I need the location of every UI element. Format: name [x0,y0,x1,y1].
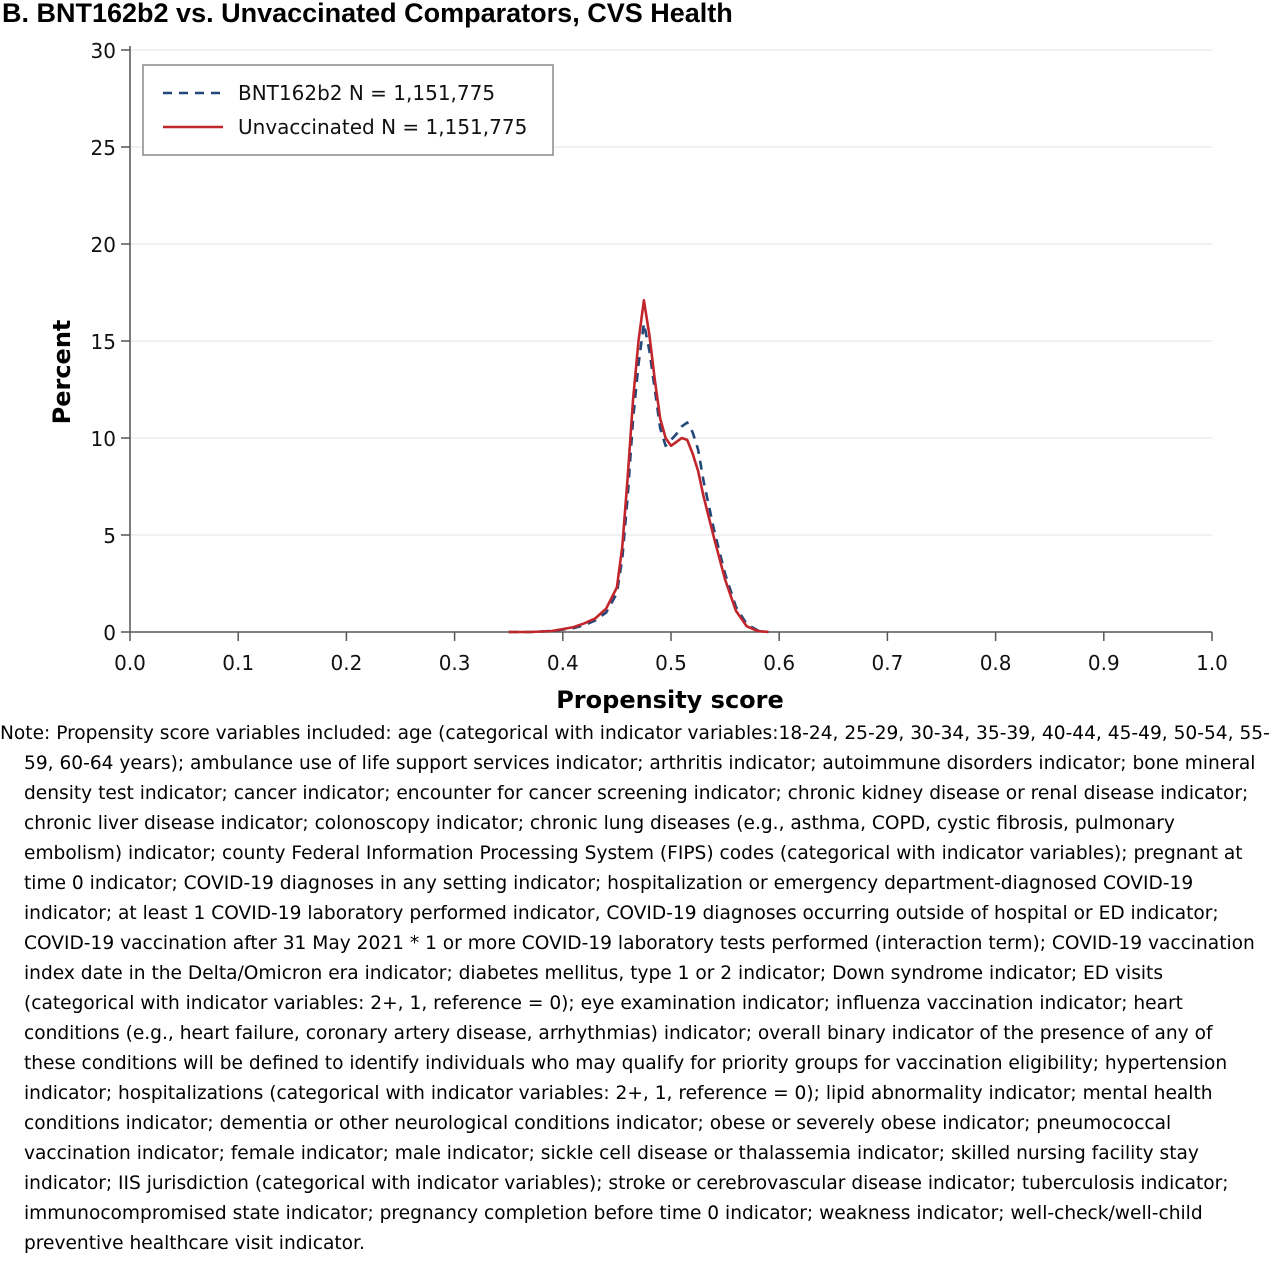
x-tick-label: 0.1 [222,651,255,675]
y-tick-label: 10 [90,427,116,451]
x-axis-label: Propensity score [556,686,784,714]
y-tick-label: 5 [103,524,116,548]
x-tick-label: 1.0 [1196,651,1228,675]
x-tick-label: 0.4 [546,651,579,675]
y-tick-label: 30 [90,39,116,63]
chart-title: B. BNT162b2 vs. Unvaccinated Comparators, CVS Health [2,0,733,28]
legend-label: BNT162b2 N = 1,151,775 [238,81,496,105]
legend-box [143,65,553,155]
y-axis-label: Percent [48,319,76,425]
x-tick-label: 0.8 [979,651,1012,675]
series-line-unvaccinated [509,300,769,632]
footnote: Note: Propensity score variables included: age (categorical with indicator variables:18-24, 25-29, 30-34, 35-39, 40-44, 45-49, 50-54, 55-59, 60-64 years); ambulance use of life support services indicator; arthritis indicator; autoimmune disorders indicator; bone mineral density test indicator; cancer indicator; encounter for cancer screening indicator; chronic kidney disease or renal disease indicator; chronic liver disease indicator; colonoscopy indicator; chronic lung diseases (e.g., asthma, COPD, cystic fibrosis, pulmonary embolism) indicator; county Federal Information Processing System (FIPS) codes (categorical with indicator variables); pregnant at time 0 indicator; COVID-19 diagnoses in any setting indicator; hospitalization or emergency department-diagnosed COVID-19 indicator; at least 1 COVID-19 laboratory performed indicator, COVID-19 diagnoses occurring outside of hospital or ED indicator; COVID-19 vaccination after 31 May 2021 * 1 or more COVID-19 laboratory tests performed (interaction term); COVID-19 vaccination index date in the Delta/Omicron era indicator; diabetes mellitus, type 1 or 2 indicator; Down syndrome indicator; ED visits (categorical with indicator variables: 2+, 1, reference = 0); eye examination indicator; influenza vaccination indicator; heart conditions (e.g., heart failure, coronary artery disease, arrhythmias) indicator; overall binary indicator of the presence of any of these conditions will be defined to identify individuals who may qualify for priority groups for vaccination eligibility; hypertension indicator; hospitalizations (categorical with indicator variables: 2+, 1, reference = 0); lipid abnormality indicator; mental health conditions indicator; dementia or other neurological conditions indicator; obese or severely obese indicator; pneumococcal vaccination indicator; female indicator; male indicator; sickle cell disease or thalassemia indicator; skilled nursing facility stay indicator; IIS jurisdiction (categorical with indicator variables); stroke or cerebrovascular disease indicator; tuberculosis indicator; immunocompromised state indicator; pregnancy completion before time 0 indicator; weakness indicator; well-check/well-child preventive healthcare visit indicator. [0,723,1270,1254]
series [509,300,769,632]
x-tick-label: 0.0 [114,651,146,675]
x-tick-label: 0.6 [763,651,796,675]
x-tick-label: 0.3 [438,651,471,675]
y-tick-label: 20 [90,233,116,257]
y-tick-label: 15 [90,330,116,354]
propensity-chart [0,30,1270,718]
legend [143,65,553,155]
y-tick-label: 0 [103,621,116,645]
legend-label: Unvaccinated N = 1,151,775 [238,115,528,139]
x-tick-label: 0.2 [330,651,363,675]
x-tick-label: 0.7 [871,651,904,675]
y-tick-label: 25 [90,136,116,160]
x-tick-label: 0.5 [655,651,687,675]
series-line-bnt162b2 [509,324,769,633]
x-tick-label: 0.9 [1087,651,1120,675]
